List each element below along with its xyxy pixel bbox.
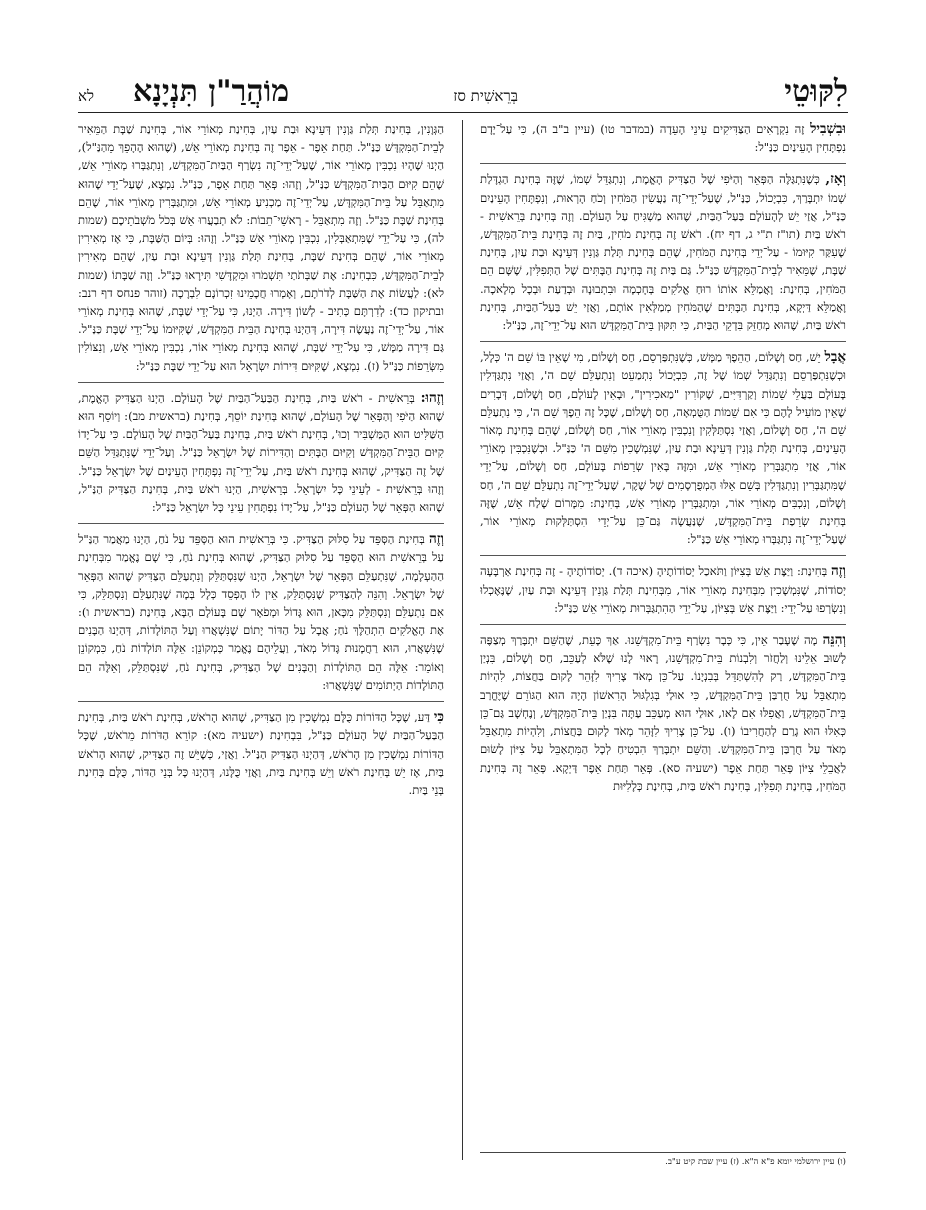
paragraph-divider <box>78 382 444 383</box>
author-title: מוֹהֲרַ"ן תִּנְיָנָא <box>133 74 290 109</box>
paragraph <box>78 530 444 694</box>
right-column <box>480 120 846 1150</box>
paragraph-lead-word: וּבִשְׁבִיל <box>810 121 846 137</box>
paragraph-lead-word: אֲבָל <box>824 349 846 366</box>
footnote: (ו) עיין ירושלמי יומא פ"א ה"א. (ז) עיין שבת קיט ע"ב. <box>665 1157 846 1167</box>
paragraph-divider <box>78 701 444 702</box>
paragraph-text: מָה שֶׁעָבַר אֵין, כִּי כְּבָר נִשְׂרַף בֵּית־מִקְדָּשֵׁנוּ. אַךְ כָּעֵת, שֶׁהַשֵּׁם יִתְבָּרַךְ מְצַפֶּה לָשׁוּב אֵלֵינוּ וְלַחֲזֹר וְלִבְנוֹת בֵּית־מִקְדָּשֵׁנוּ, רָאוּי לָנוּ שֶׁלֹּא לְעַכֵּב, חַס וְשָׁלוֹם, בִּנְיַן בֵּית־הַמִּקְדָּשׁ, רַק לְהִשְׁתַּדֵּל בְּבִנְיָנוֹ. עַל־כֵּן מְאֹד צָרִיךְ לִזָּהֵר לָקוּם בַּחֲצוֹת, לִהְיוֹת מִתְאַבֵּל עַל חֻרְבַּן בֵּית־הַמִּקְדָּשׁ, כִּי אוּלַי בְּגִלְגּוּל הָרִאשׁוֹן הָיָה הוּא הַגּוֹרֵם שֶׁיֶּחֱרַב בֵּית־הַמִּקְדָּשׁ, וַאֲפִלּוּ אִם לָאו, אוּלַי הוּא מְעַכֵּב עַתָּה בִּנְיַן בֵּית־הַמִּקְדָּשׁ, וְנֶחְשָׁב גַּם־כֵּן כְּאִלּוּ הוּא גָרַם לְהַחֲרִיבוֹ (ו). עַל־כֵּן צָרִיךְ לִזָּהֵר מְאֹד לָקוּם בַּחֲצוֹת, וְלִהְיוֹת מִתְאַבֵּל מְאֹד עַל חֻרְבַּן בֵּית־הַמִּקְדָּשׁ. וְהַשֵּׁם יִתְבָּרַךְ הִבְטִיחַ לְכָל הַמִּתְאַבֵּל עַל צִיּוֹן לָשׂוּם לַאֲבֵלֵי צִיּוֹן פְּאֵר תַּחַת אֵפֶר (ישעיה סא). פְּאֵר תַּחַת אֵפֶר דַּיְקָא. פְּאֵר זֶה בְּחִינַת הַמֹּחִין, בְּחִינַת תְּפִלִּין, בְּחִינַת רֹאשׁ בַּיִת, בְּחִינַת כְּלָלִיּוּת <box>480 633 846 793</box>
paragraph <box>480 631 846 795</box>
paragraph-text: בְּחִינַת: וַיַּצֶּת אֵשׁ בְּצִיּוֹן וַתֹּאכַל יְסוֹדוֹתֶיהָ (איכה ד). יְסוֹדוֹתֶיהָ - זֶה בְּחִינַת אַרְבָּעָה יְסוֹדוֹת, שֶׁנִּמְשָׁכִין מִבְּחִינַת מְאוֹרֵי אוֹר, מִבְּחִינַת תְּלַת גַּוְנִין דְּעֵינָא וּבַת עַיִן, שֶׁנֶּאֶכְלוּ וְנִשְׂרְפוּ עַל־יְדֵי: וַיַּצֶּת אֵשׁ בְּצִיּוֹן, עַל־יְדֵי הַהִתְגַּבְּרוּת מְאוֹרֵי אֵשׁ כַּנַּ"ל: <box>480 564 846 615</box>
paragraph-text: יֵשׁ, חַס וְשָׁלוֹם, הַהֵפֶךְ מַמָּשׁ, כְּשֶׁנִּתְפַּרְסֵם, חַס וְשָׁלוֹם, מִי שֶׁאֵין בּוֹ שֵׁם ה' כְּלָל, וּכְשֶׁנִּתְפַּרְסֵם וְנִתְגַּדֵּל שְׁמוֹ שֶׁל זֶה, כִּבְיָכוֹל נִתְמַעֵט וְנִתְעַלֵּם שֵׁם ה', וַאֲזַי נִתְגַּדְּלִין בָּעוֹלָם בַּעֲלֵי שֵׁמוֹת וְקַרְדִּיִּים, שֶׁקּוֹרִין "מַאכִירִין", וּבָאִין לָעוֹלָם, חַס וְשָׁלוֹם, דְּבָרִים שֶׁאֵין מוֹעִיל לָהֶם כִּי אִם שֵׁמוֹת הַטֻּמְאָה, חַס וְשָׁלוֹם, שֶׁכָּל זֶה הֵפֶךְ שֵׁם ה', כִּי נִתְעַלֵּם שֵׁם ה', חַס וְשָׁלוֹם, וַאֲזַי נִסְתַּלְּקִין וְנִכְבִּין מְאוֹרֵי אוֹר, חַס וְשָׁלוֹם, שֶׁהֵם בְּחִינַת מְאוֹר הָעֵינַיִם, בְּחִינַת תְּלַת גַּוְנִין דְּעֵינָא וּבַת עַיִן, שֶׁנִּמְשָׁכִין מִשֵּׁם ה' כַּנַּ"ל. וּכְשֶׁנִּכְבִּין מְאוֹרֵי אוֹר, אֲזַי מִתְגַּבְּרִין מְאוֹרֵי אֵשׁ, וּמִזֶּה בָּאִין שְׂרֵפוֹת בָּעוֹלָם, חַס וְשָׁלוֹם, עַל־יְדֵי שֶׁמִּתְגַּבְּרִין וְנִתְגַּדְּלִין בְּשֵׁם אֵלּוּ הַמְפֻרְסָמִים שֶׁל שֶׁקֶר, שֶׁעַל־יְדֵי־זֶה נִתְעַלֵּם שֵׁם ה', חַס וְשָׁלוֹם, וְנִכְבִּים מְאוֹרֵי אוֹר, וּמִתְגַּבְּרִין מְאוֹרֵי אֵשׁ, בְּחִינַת: מִמָּרוֹם שָׁלַח אֵשׁ, שֶׁזֶּה בְּחִינַת שְׂרֵפַת בֵּית־הַמִּקְדָּשׁ, שֶׁנַּעֲשָׂה גַּם־כֵּן עַל־יְדֵי הִסְתַּלְּקוּת מְאוֹרֵי אוֹר, שֶׁעַל־יְדֵי־זֶה נִתְגַּבְּרוּ מְאוֹרֵי אֵשׁ כַּנַּ"ל: <box>480 350 846 547</box>
page-header <box>78 74 848 114</box>
left-column <box>78 120 444 1150</box>
book-title: לִקּוּטֵי <box>784 74 848 109</box>
paragraph-lead-word: וְזֶהוּ: <box>420 389 444 406</box>
paragraph-divider <box>480 624 846 625</box>
page-number: לא <box>78 87 95 105</box>
column-divider <box>462 120 463 1160</box>
paragraph <box>480 170 846 334</box>
paragraph-text: דַּע, שֶׁכָּל הַדּוֹרוֹת כֻּלָּם נִמְשָׁכִין מִן הַצַּדִּיק, שֶׁהוּא הָרֹאשׁ, בְּחִינַת רֹאשׁ בַּיִת, בְּחִינַת הַבַּעַל־הַבַּיִת שֶׁל הָעוֹלָם כַּנַּ"ל, בִּבְחִינַת (ישעיה מא): קוֹרֵא הַדֹּרוֹת מֵרֹאשׁ, שֶׁכָּל הַדּוֹרוֹת נִמְשָׁכִין מִן הָרֹאשׁ, דְּהַיְנוּ הַצַּדִּיק הַנַּ"ל. וַאֲזַי, כְּשֶׁיֵּשׁ זֶה הַצַּדִּיק, שֶׁהוּא הָרֹאשׁ בַּיִת, אָז יֵשׁ בְּחִינַת רֹאשׁ וְיֵשׁ בְּחִינַת בַּיִת, וַאֲזַי כֻּלָּנוּ, דְּהַיְנוּ כָּל בְּנֵי הַדּוֹר, כֻּלָּם בְּחִינַת בְּנֵי בַּיִת. <box>78 710 444 797</box>
paragraph <box>78 120 444 375</box>
paragraph <box>78 389 444 516</box>
paragraph-text: כְּשֶׁנִּתְגַּלֶּה הַפְּאֵר וְהַיֹּפִי שֶׁל הַצַּדִּיק הָאֱמֶת, וְנִתְגַּדֵּל שְׁמוֹ, שֶׁזֶּה בְּחִינַת הַגְדָּלַת שְׁמוֹ יִתְבָּרַךְ, כִּבְיָכוֹל, כַּנַּ"ל, שֶׁעַל־יְדֵי־זֶה נַעֲשִׂין הַמֹּחִין וְכֹחַ הָרְאוּת, וְנִפְתָּחִין הָעֵינַיִם כַּנַּ"ל, אֲזַי יֵשׁ לְהָעוֹלָם בַּעַל־הַבַּיִת, שֶׁהוּא מַשְׁגִּיחַ עַל הָעוֹלָם. וְזֶה בְּחִינַת בְּרֵאשִׁית - רֹאשׁ בַּיִת (תו"ז ת"י ג, דף יח). רֹאשׁ זֶה בְּחִינַת מֹחִין, בַּיִת זֶה בְּחִינַת בֵּית־הַמִּקְדָּשׁ, שֶׁעִקַּר קִיּוּמוֹ - עַל־יְדֵי בְּחִינַת הַמֹּחִין, שֶׁהֵם בְּחִינַת תְּלַת גַּוְנִין דְּעֵינָא וּבַת עַיִן, בְּחִינַת שַׁבָּת, שֶׁמֵּאִיר לְבֵית־הַמִּקְדָּשׁ כַּנַּ"ל. גַּם בַּיִת זֶה בְּחִינַת הַבָּתִּים שֶׁל הַתְּפִלִּין, שֶׁשָּׁם הֵם הַמֹּחִין, בְּחִינַת: וָאֲמַלֵּא אוֹתוֹ רוּחַ אֱלֹקִים בְּחָכְמָה וּבִתְבוּנָה וּבְדַעַת וּבְכָל מְלָאכָה. וָאֲמַלֵּא דַּיְקָא, בְּחִינַת הַבָּתִּים שֶׁהַמֹּחִין מְמַלְּאִין אוֹתָם, וַאֲזַי יֵשׁ בַּעַל־הַבַּיִת, בְּחִינַת רֹאשׁ בַּיִת, שֶׁהוּא מְחַזֵּק בִּדְקֵי הַבַּיִת, כִּי תִּקּוּן בֵּית־הַמִּקְדָּשׁ הוּא עַל־יְדֵי־זֶה, כַּנַּ"ל: <box>480 172 846 333</box>
paragraph-lead-word: וְאָז, <box>825 171 846 188</box>
paragraph-divider <box>480 163 846 164</box>
paragraph <box>78 708 444 799</box>
paragraph-divider <box>480 555 846 556</box>
running-head: בְּרֵאשִׁית סז <box>453 87 518 105</box>
paragraph-text: זֶה נִקְרָאִים הַצַּדִּיקִים עֵינֵי הָעֵדָה (במדבר טו) (עיין ב"ב ה), כִּי עַל־יָדָם נִפְתָּחִין הָעֵינַיִם כַּנַּ"ל: <box>480 122 846 155</box>
paragraph <box>480 562 846 617</box>
paragraph-text: בְּחִינַת הַסְּפֵּד עַל סִלּוּק הַצַּדִּיק. כִּי בְּרֵאשִׁית הוּא הַסְּפֵּד עַל נֹחַ, הַיְנוּ מַאֲמַר הַנַּ"ל עַל בְּרֵאשִׁית הוּא הַסְּפֵּד עַל סִלּוּק הַצַּדִּיק, שֶׁהוּא בְּחִינַת נֹחַ, כִּי שָׁם נֶאֱמַר מִבְּחִינַת הַהַעְלָמָה, שֶׁנִּתְעַלֵּם הַפְּאֵר שֶׁל יִשְׂרָאֵל, הַיְנוּ שֶׁנִּסְתַּלֵּק וְנִתְעַלֵּם הַצַּדִּיק שֶׁהוּא הַפְּאֵר שֶׁל יִשְׂרָאֵל. וְהִנֵּה לְהַצַּדִּיק שֶׁנִּסְתַּלֵּק, אֵין לוֹ הֶפְסֵד כְּלָל בְּמָה שֶׁנִּתְעַלֵּם וְנִסְתַּלֵּק, כִּי אִם נִתְעַלֵּם וְנִסְתַּלֵּק מִכָּאן, הוּא גָּדוֹל וּמְפֹאָר שָׁם בָּעוֹלָם הַבָּא, בְּחִינַת (בראשית ו): אֶת הָאֱלֹקִים הִתְהַלֶּךְ נֹחַ; אֲבָל עַל הַדּוֹר יָתוֹם שֶׁנִּשְׁאֲרוּ וְעַל הַתּוֹלָדוֹת, דְּהַיְנוּ הַבָּנִים שֶׁנִּשְׁאֲרוּ, הוּא רַחֲמָנוּת גָּדוֹל מְאֹד, וַעֲלֵיהֶם נֶאֱמַר כְּמְקוֹנֵן: אֵלֶּה תּוֹלְדוֹת נֹחַ, כִּמְקוֹנֵן וְאוֹמֵר: אֵלֶּה הֵם הַתּוֹלָדוֹת וְהַבָּנִים שֶׁל הַצַּדִּיק, בְּחִינַת נֹחַ, שֶׁנִּסְתַּלֵּק, וְאֵלֶּה הֵם הַתּוֹלָדוֹת הַיְתוֹמִים שֶׁנִּשְׁאֲרוּ: <box>78 532 444 692</box>
paragraph-lead-word: וְזֶה <box>831 563 846 580</box>
paragraph-divider <box>480 341 846 342</box>
paragraph <box>480 120 846 156</box>
paragraph-text: בְּרֵאשִׁית - רֹאשׁ בַּיִת, בְּחִינַת הַבַּעַל־הַבַּיִת שֶׁל הָעוֹלָם. הַיְנוּ הַצַּדִּיק הָאֱמֶת, שֶׁהוּא הַיֹּפִי וְהַפְּאֵר שֶׁל הָעוֹלָם, שֶׁהוּא בְּחִינַת יוֹסֵף, בְּחִינַת (בראשית מב): וְיוֹסֵף הוּא הַשַּׁלִּיט הוּא הַמַּשְׁבִּיר וְכוּ', בְּחִינַת רֹאשׁ בַּיִת, בְּחִינַת בַּעַל־הַבַּיִת שֶׁל הָעוֹלָם. כִּי עַל־יָדוֹ קִיּוּם הַבֵּית־הַמִּקְדָּשׁ וְקִיּוּם הַבָּתִּים וְהַדִּירוֹת שֶׁל יִשְׂרָאֵל כַּנַּ"ל. וְעַל־יְדֵי שֶׁנִּתְגַּדֵּל הַשֵּׁם שֶׁל זֶה הַצַּדִּיק, שֶׁהוּא בְּחִינַת רֹאשׁ בַּיִת, עַל־יְדֵי־זֶה נִפְתָּחִין הָעֵינַיִם שֶׁל יִשְׂרָאֵל כַּנַּ"ל. וְזֶהוּ בְּרֵאשִׁית - לְעֵינֵי כָּל יִשְׂרָאֵל. בְּרֵאשִׁית, הַיְנוּ רֹאשׁ בַּיִת, בְּחִינַת הַצַּדִּיק הַנַּ"ל, שֶׁהוּא הַפְּאֵר שֶׁל הָעוֹלָם כַּנַּ"ל, עַל־יָדוֹ נִפְתָּחִין עֵינֵי כָּל יִשְׂרָאֵל כַּנַּ"ל: <box>78 390 444 515</box>
paragraph <box>480 348 846 548</box>
paragraph-lead-word: וְזֶה <box>429 531 444 548</box>
paragraph-lead-word: כִּי <box>433 709 444 726</box>
paragraph-lead-word: וְהִנֵּה <box>822 632 846 649</box>
header-rule <box>78 112 848 113</box>
footnote-rule <box>480 1152 846 1153</box>
paragraph-divider <box>78 523 444 524</box>
paragraph-text: הַגְּוָנִין, בְּחִינַת תְּלַת גַּוְנִין דְּעֵינָא וּבַת עַיִן, בְּחִינַת מְאוֹרֵי אוֹר, בְּחִינַת שַׁבָּת הַמֵּאִיר לְבֵית־הַמִּקְדָּשׁ כַּנַּ"ל. תַּחַת אֵפֶר - אֵפֶר זֶה בְּחִינַת מְאוֹרֵי אֵשׁ, (שֶׁהוּא הֶהָפֵךְ מֵהַנַּ"ל), הַיְנוּ שֶׁהָיוּ נִכְבִּין מְאוֹרֵי אוֹר, שֶׁעַל־יְדֵי־זֶה נִשְׂרַף הַבַּיִת־הַמִּקְדָּשׁ, וְנִתְגַּבְּרוּ מְאוֹרֵי אֵשׁ, שֶׁהֵם קִיּוּם הַבַּיִת־הַמִּקְדָּשׁ כַּנַּ"ל, וְזֶהוּ: פְּאֵר תַּחַת אֵפֶר, כַּנַּ"ל. נִמְצָא, שֶׁעַל־יְדֵי שֶׁהוּא מִתְאַבֵּל עַל בֵּית־הַמִּקְדָּשׁ, עַל־יְדֵי־זֶה מַכְנִיעַ מְאוֹרֵי אֵשׁ, וּמִתְגַּבְּרִין מְאוֹרֵי אוֹר, שֶׁהֵם בְּחִינַת שַׁבָּת כַּנַּ"ל. וְזֶה מִתְאַבֵּל - רָאשֵׁי־תֵבוֹת: לֹא תְבַעֲרוּ אֵשׁ בְּכֹל מֹשְׁבֹתֵיכֶם (שמות לה), כִּי עַל־יְדֵי שֶׁמִּתְאַבְּלִין, נִכְבִּין מְאוֹרֵי אֵשׁ כַּנַּ"ל. וְזֶהוּ: בְּיוֹם הַשַּׁבָּת, כִּי אָז מְאִירִין מְאוֹרֵי אוֹר, שֶׁהֵם בְּחִינַת שַׁבָּת, בְּחִינַת תְּלַת גַּוְנִין דְּעֵינָא וּבַת עַיִן, שֶׁהֵם מְאִירִין לְבֵית־הַמִּקְדָּשׁ, כִּבְחִינַת: אֶת שַׁבְּתֹתַי תִּשְׁמֹרוּ וּמִקְדָּשִׁי תִּירָאוּ כַּנַּ"ל. וְזֶה שַׁבָּתוֹ (שמות לא): לַעֲשׂוֹת אֶת הַשַּׁבָּת לְדֹרֹתָם, וְאָמְרוּ חֲכָמֵינוּ זִכְרוֹנָם לִבְרָכָה (זוהר פנחס דף רנב: ובתיקון כד): לְדִרְתָּם כְּתִיב - לְשׁוֹן דִּירָה. הַיְנוּ, כִּי עַל־יְדֵי שַׁבָּת, שֶׁהוּא בְּחִינַת מְאוֹרֵי אוֹר, עַל־יְדֵי־זֶה נַעֲשֶׂה דִּירָה, דְּהַיְנוּ בְּחִינַת הַבֵּית הַמִּקְדָּשׁ, שֶׁקִּיּוּמוֹ עַל־יְדֵי שַׁבָּת כַּנַּ"ל. גַּם דִּירָה מַמָּשׁ, כִּי עַל־יְדֵי שַׁבָּת, שֶׁהוּא בְּחִינַת מְאוֹרֵי אוֹר, נִכְבִּין מְאוֹרֵי אֵשׁ, וְנִצּוֹלִין מִשְּׂרֵפוֹת כַּנַּ"ל (ז). נִמְצָא, שֶׁקִּיּוּם דִּירוֹת יִשְׂרָאֵל הוּא עַל־יְדֵי שַׁבָּת כַּנַּ"ל: <box>78 122 444 373</box>
